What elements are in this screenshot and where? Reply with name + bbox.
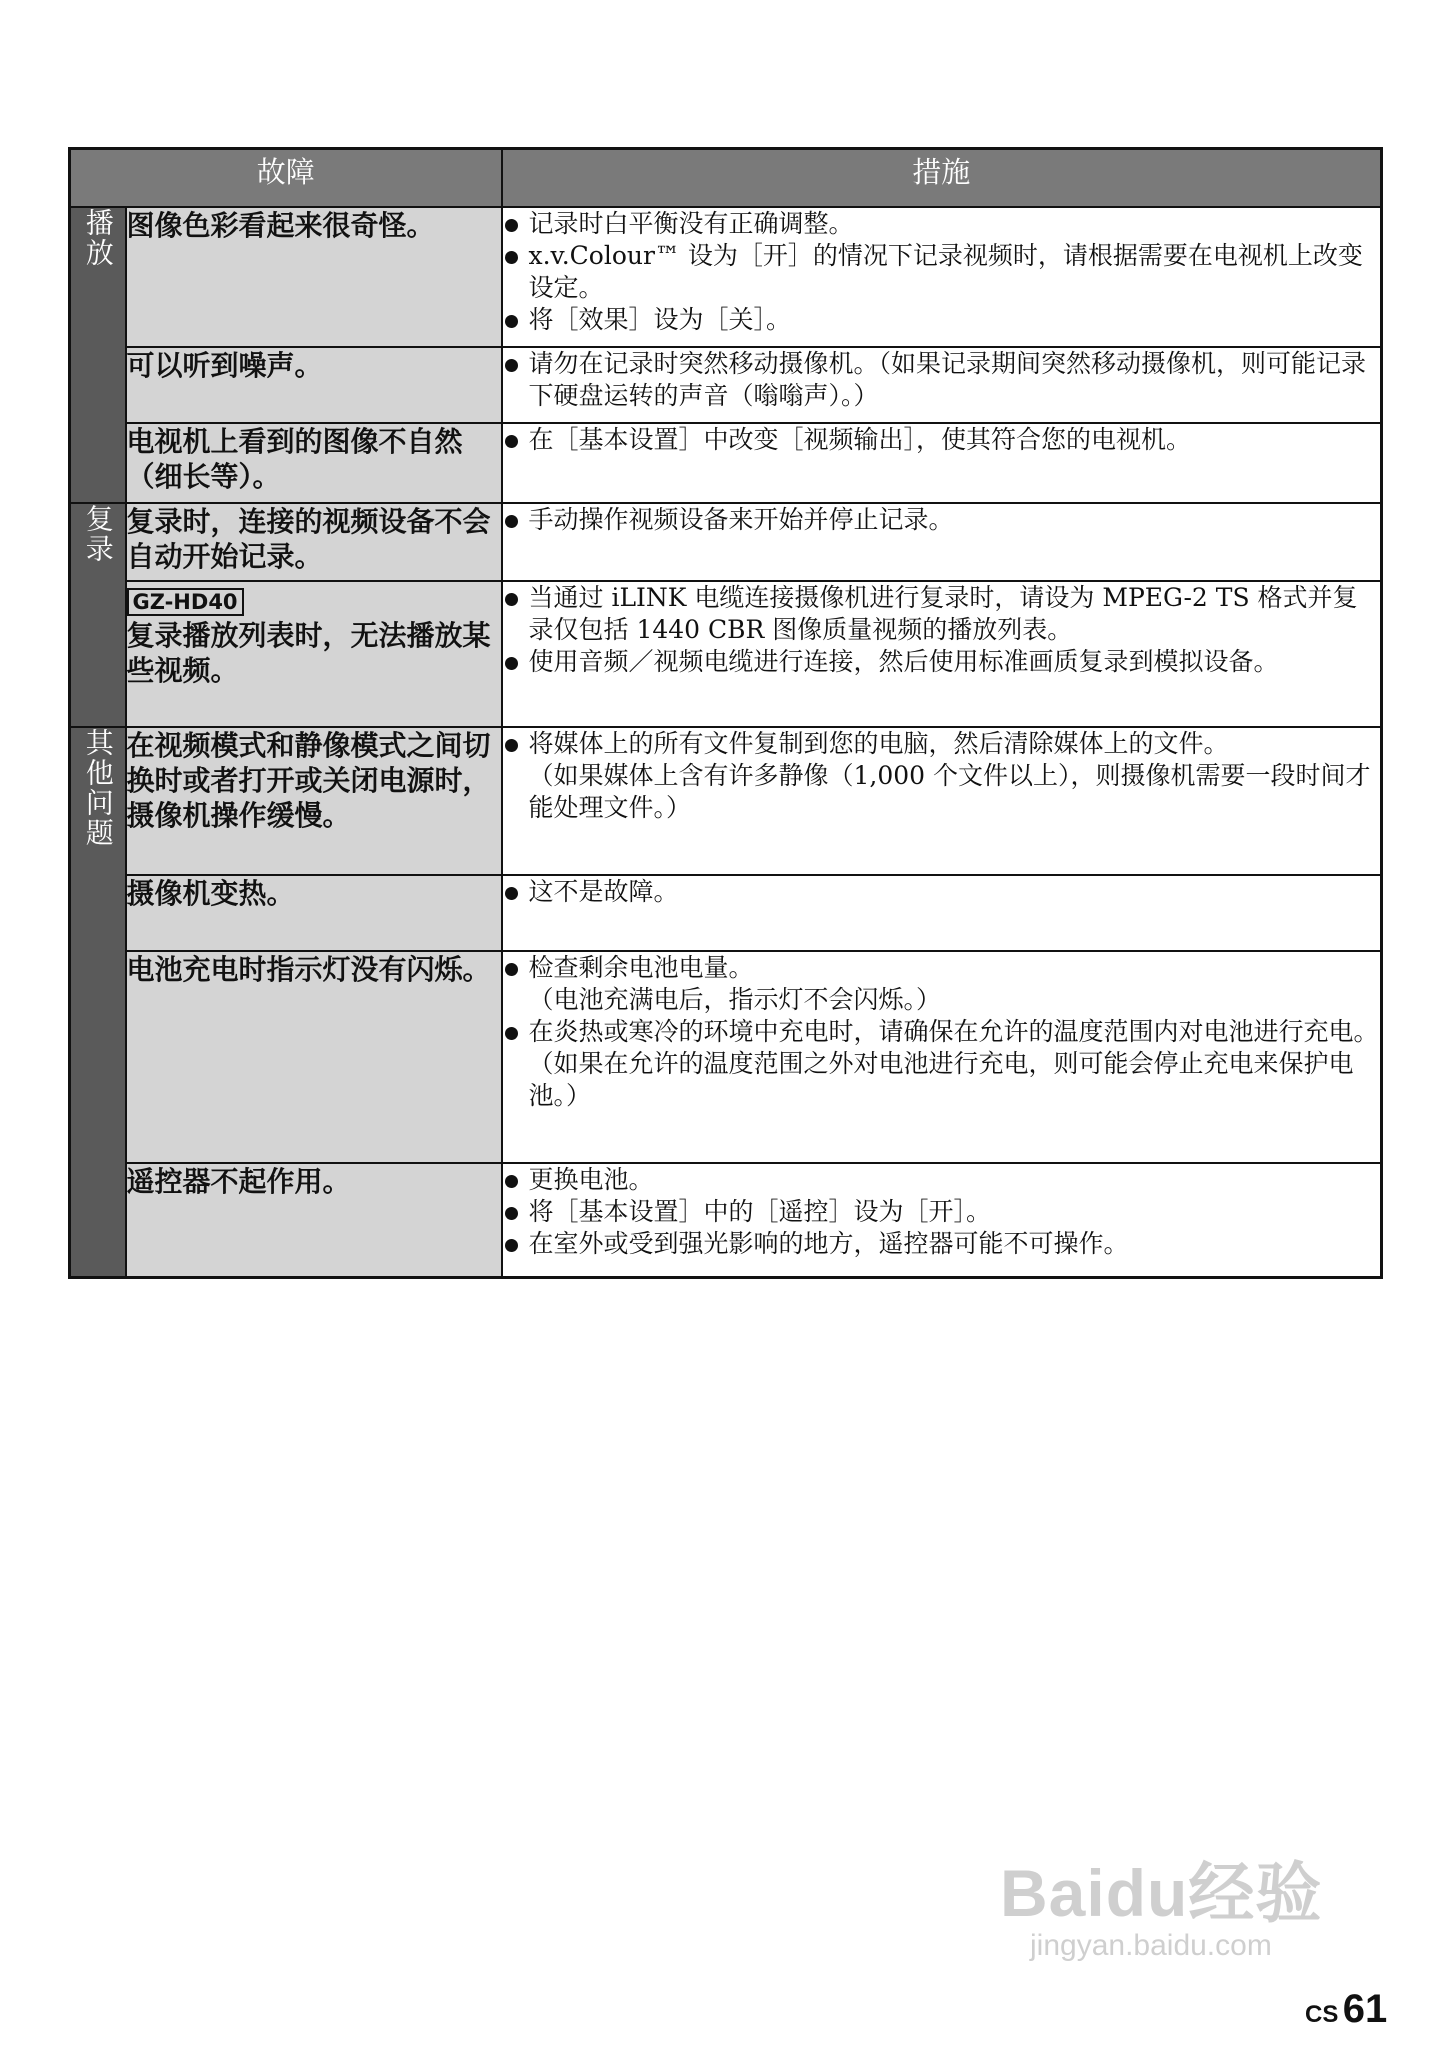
problem-cell: 摄像机变热。 bbox=[126, 875, 502, 951]
table-row bbox=[70, 347, 1382, 423]
action-item: 记录时白平衡没有正确调整。 bbox=[503, 208, 1381, 240]
action-item: 将［基本设置］中的［遥控］设为［开］。 bbox=[503, 1196, 1381, 1228]
action-cell bbox=[502, 875, 1382, 951]
table-header-row bbox=[70, 149, 1382, 208]
action-cell bbox=[502, 503, 1382, 581]
action-item: 在炎热或寒冷的环境中充电时，请确保在允许的温度范围内对电池进行充电。 bbox=[503, 1016, 1381, 1048]
baidu-watermark bbox=[1000, 1840, 1380, 1980]
action-item: 这不是故障。 bbox=[503, 876, 1381, 908]
problem-cell: 遥控器不起作用。 bbox=[126, 1163, 502, 1277]
problem-cell: 电池充电时指示灯没有闪烁。 bbox=[126, 951, 502, 1163]
table-row bbox=[70, 875, 1382, 951]
category-playback: 播放 bbox=[70, 207, 126, 503]
header-action: 措施 bbox=[502, 149, 1382, 208]
action-item: 在室外或受到强光影响的地方，遥控器可能不可操作。 bbox=[503, 1228, 1381, 1260]
action-item: 使用音频／视频电缆进行连接，然后使用标准画质复录到模拟设备。 bbox=[503, 646, 1381, 678]
action-cell bbox=[502, 951, 1382, 1163]
problem-cell bbox=[126, 581, 502, 727]
page-number-value: 61 bbox=[1342, 1987, 1388, 2031]
language-code: CS bbox=[1305, 2001, 1339, 2028]
table-row bbox=[70, 951, 1382, 1163]
action-cell bbox=[502, 347, 1382, 423]
action-cell bbox=[502, 1163, 1382, 1277]
table-row bbox=[70, 581, 1382, 727]
header-problem: 故障 bbox=[70, 149, 502, 208]
action-cell bbox=[502, 727, 1382, 875]
problem-cell: 在视频模式和静像模式之间切换时或者打开或关闭电源时，摄像机操作缓慢。 bbox=[126, 727, 502, 875]
watermark-logo: Baidu经验 bbox=[1000, 1856, 1323, 1930]
action-item: 当通过 iLINK 电缆连接摄像机进行复录时，请设为 MPEG-2 TS 格式并复录仅包括 1440 CBR 图像质量视频的播放列表。 bbox=[503, 582, 1381, 646]
table-row bbox=[70, 503, 1382, 581]
action-item: 将［效果］设为［关］。 bbox=[503, 304, 1381, 336]
problem-cell: 图像色彩看起来很奇怪。 bbox=[126, 207, 502, 347]
action-note: （如果媒体上含有许多静像（1,000 个文件以上），则摄像机需要一段时间才能处理文件。） bbox=[528, 761, 1371, 822]
table-row bbox=[70, 423, 1382, 503]
action-item: 将媒体上的所有文件复制到您的电脑，然后清除媒体上的文件。 bbox=[503, 728, 1381, 760]
action-cell bbox=[502, 207, 1382, 347]
table-row bbox=[70, 727, 1382, 875]
table-row bbox=[70, 207, 1382, 347]
action-item: 更换电池。 bbox=[503, 1164, 1381, 1196]
category-other: 其他问题 bbox=[70, 727, 126, 1277]
action-cell bbox=[502, 423, 1382, 503]
action-note: （如果在允许的温度范围之外对电池进行充电，则可能会停止充电来保护电池。） bbox=[528, 1049, 1354, 1110]
table-row bbox=[70, 1163, 1382, 1277]
action-note: （电池充满电后，指示灯不会闪烁。） bbox=[528, 985, 942, 1014]
problem-cell: 复录时，连接的视频设备不会自动开始记录。 bbox=[126, 503, 502, 581]
model-badge: GZ-HD40 bbox=[127, 588, 244, 616]
action-item: 检查剩余电池电量。 bbox=[503, 952, 1381, 984]
watermark-url: jingyan.baidu.com bbox=[1030, 1929, 1272, 1962]
action-item: 请勿在记录时突然移动摄像机。（如果记录期间突然移动摄像机，则可能记录下硬盘运转的声音（嗡嗡声）。） bbox=[503, 348, 1381, 412]
category-dubbing: 复录 bbox=[70, 503, 126, 727]
problem-cell: 电视机上看到的图像不自然（细长等）。 bbox=[126, 423, 502, 503]
action-item: x.v.Colour™ 设为［开］的情况下记录视频时，请根据需要在电视机上改变设定。 bbox=[503, 240, 1381, 304]
problem-cell: 可以听到噪声。 bbox=[126, 347, 502, 423]
action-item: 在［基本设置］中改变［视频输出］，使其符合您的电视机。 bbox=[503, 424, 1381, 456]
action-cell bbox=[502, 581, 1382, 727]
troubleshooting-table bbox=[68, 147, 1383, 1279]
problem-text: 复录播放列表时，无法播放某些视频。 bbox=[126, 619, 491, 687]
action-item: 手动操作视频设备来开始并停止记录。 bbox=[503, 504, 1381, 536]
page-number bbox=[1305, 1987, 1387, 2032]
